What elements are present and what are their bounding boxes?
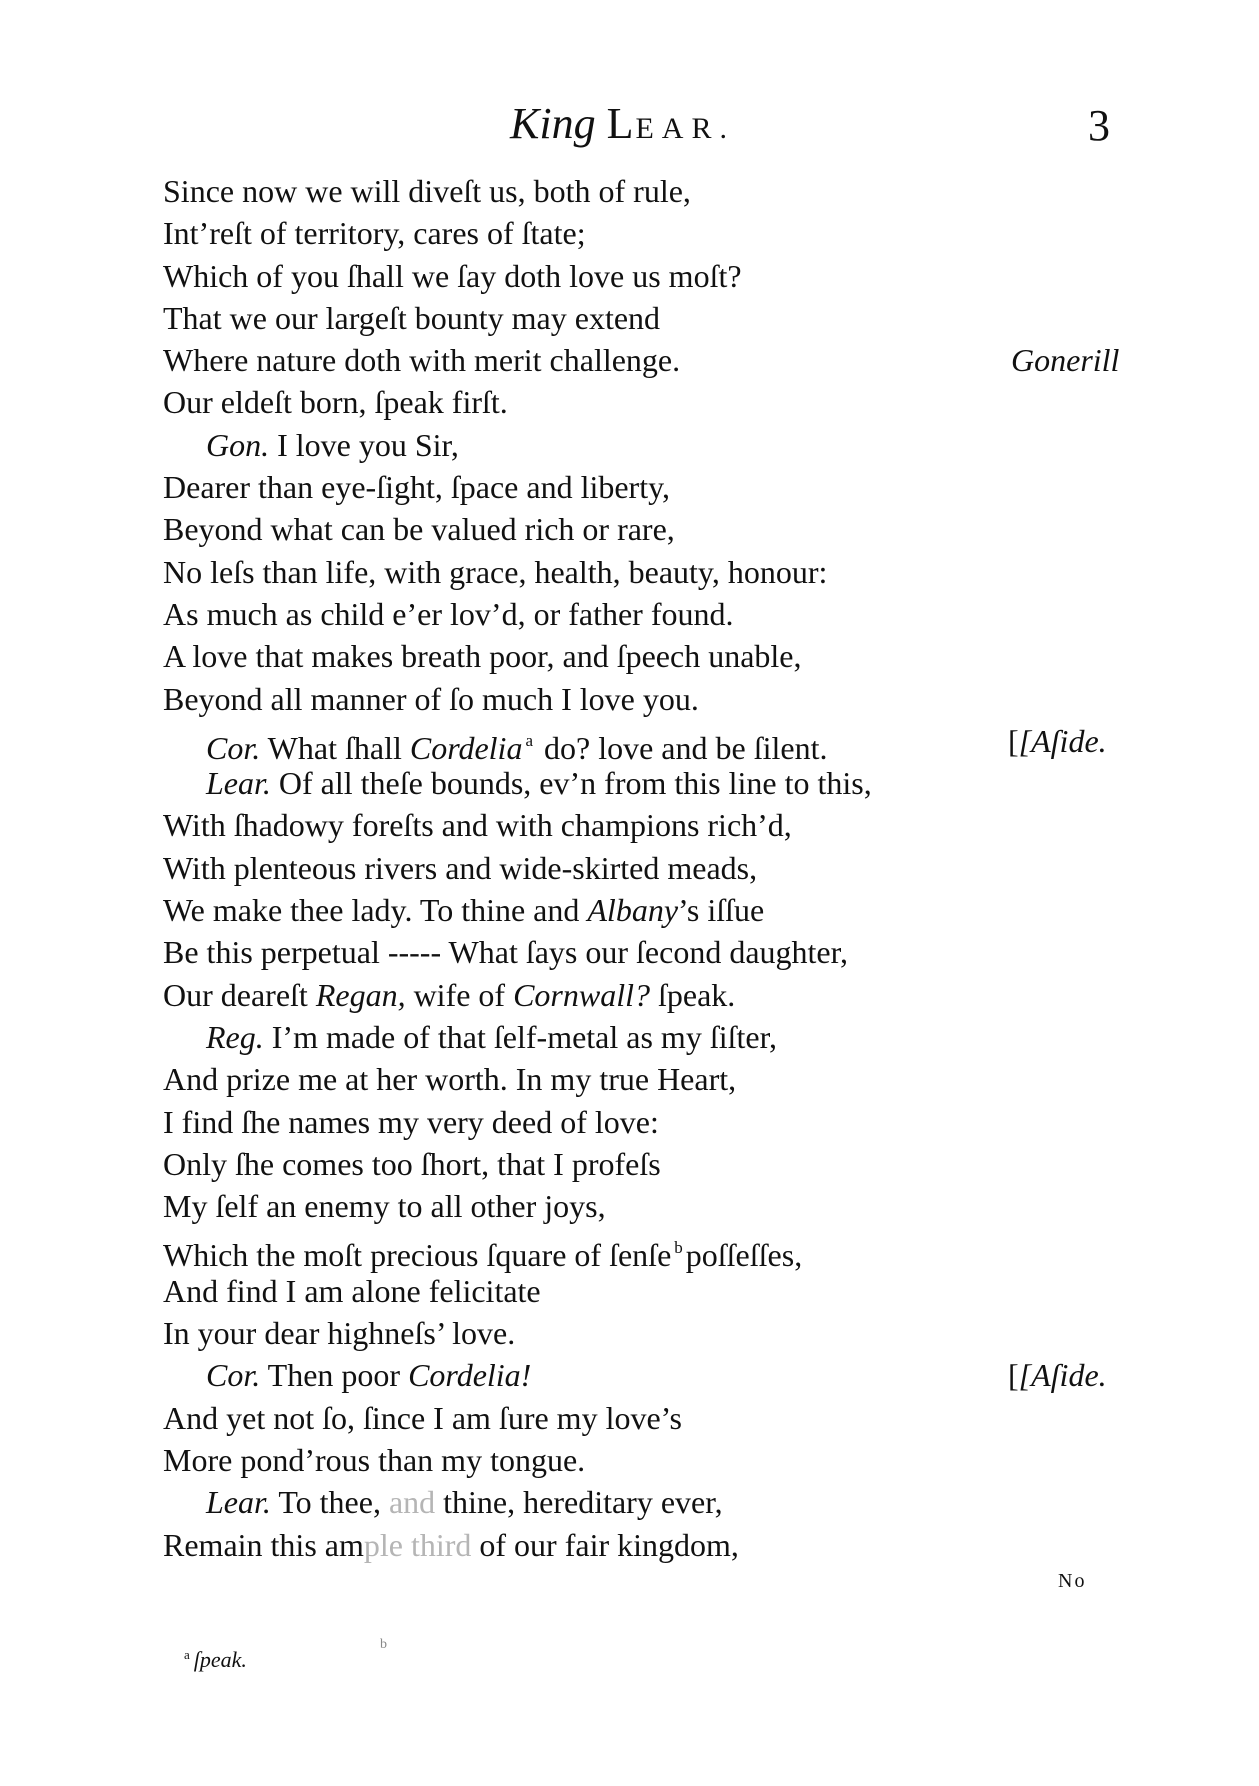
verse-line: Which of you ſhall we ſay doth love us moſt? [163,257,742,294]
verse-line: Beyond what can be valued rich or rare, [163,511,675,548]
page-title [510,96,735,157]
margin-name-gonerill: Gonerill [1011,342,1120,379]
speaker-name: Cor. [206,729,261,766]
verse-line: And find I am alone felicitate [163,1272,541,1309]
footnote-text: ſpeak. [193,1647,247,1672]
title-lear-rest: EAR. [635,112,735,145]
verse-line: Since now we will diveſt us, both of rule, [163,173,691,209]
stage-direction: [[Aſide. [1008,1357,1107,1394]
verse-line: No leſs than life, with grace, health, beauty, honour: [163,553,828,590]
verse-line: Our eldeſt born, ſpeak firſt. [163,384,508,421]
verse-line: Remain this ample third of our fair kingdom, [163,1526,739,1563]
title-lear-initial: L [606,99,636,148]
verse-line: As much as child e’er lov’d, or father found. [163,595,734,632]
verse-line: I find ſhe names my very deed of love: [163,1103,659,1140]
character-name: Cornwall? [513,976,650,1013]
speaker-name: Lear. [206,1484,271,1521]
footnote-marker: a [525,730,533,750]
title-king: King [510,99,596,148]
catchword: No [1058,1570,1087,1592]
verse-line: We make thee lady. To thine and Albany’s iſſue [163,892,765,929]
verse-line: Which the moſt precious ſquare of ſenſe $^b$poſſeſſes, [163,1237,803,1274]
verse-line: My ſelf an enemy to all other joys, [163,1188,606,1225]
speech-line: Gon. I love you Sir, [206,426,459,463]
verse-line: Where nature doth with merit challenge. Gonerill [163,339,1123,381]
running-head [0,96,1259,156]
speaker-name: Gon. [206,426,270,463]
character-name: Cordelia! [408,1357,532,1394]
stage-direction: [[Aſide. [1008,722,1107,759]
speaker-name: Lear. [206,765,271,802]
speaker-name: Cor. [206,1357,261,1394]
speech-line: Lear. To thee, and thine, hereditary ever, [206,1484,723,1521]
verse-line: And prize me at her worth. In my true Heart, [163,1061,737,1098]
footnote-marker-b: b [380,1637,387,1652]
character-name: Cordelia [409,729,523,766]
verse-line: With plenteous rivers and wide-skirted meads, [163,849,758,886]
page-number: 3 [1088,101,1110,150]
speech-line: Reg. I’m made of that ſelf-metal as my ſiſter, [206,1018,777,1055]
footnote-marker: a [184,1647,190,1662]
verse-line: And yet not ſo, ſince I am ſure my love’s [163,1399,682,1436]
verse-line: Int’reſt of territory, cares of ſtate; [163,215,586,252]
speaker-name: Reg. [206,1018,264,1055]
speech-line: Lear. Of all theſe bounds, ev’n from this line to this, [206,765,872,802]
verse-line: Dearer than eye-ſight, ſpace and liberty, [163,469,671,506]
verse-line: In your dear highneſs’ love. [163,1315,516,1352]
verse-line: Be this perpetual ----- What ſays our ſecond daughter, [163,934,848,971]
verse-line: Our deareſt Regan, wife of Cornwall? ſpeak. [163,976,736,1013]
character-name: Albany [587,892,679,929]
footnote-marker: b [674,1238,683,1258]
faded-text: ple third [363,1526,472,1563]
verse-line: Beyond all manner of ſo much I love you. [163,680,699,717]
speech-line: Cor. Then poor Cordelia! [[Aſide. [163,1354,1123,1396]
faded-text: and [388,1484,436,1521]
footnote [184,1641,247,1674]
verse-line: A love that makes breath poor, and ſpeech unable, [163,638,802,675]
verse-text [163,170,1123,1566]
verse-line: Only ſhe comes too ſhort, that I profeſs [163,1145,661,1182]
character-name: Regan, [315,976,406,1013]
speech-line: Cor. What ſhall Cordelia $^a$ do? love and be ſilent. [[Aſide. [163,720,1123,762]
verse-line: With ſhadowy foreſts and with champions rich’d, [163,807,792,844]
verse-line: More pond’rous than my tongue. [163,1441,586,1478]
verse-line: That we our largeſt bounty may extend [163,299,661,336]
